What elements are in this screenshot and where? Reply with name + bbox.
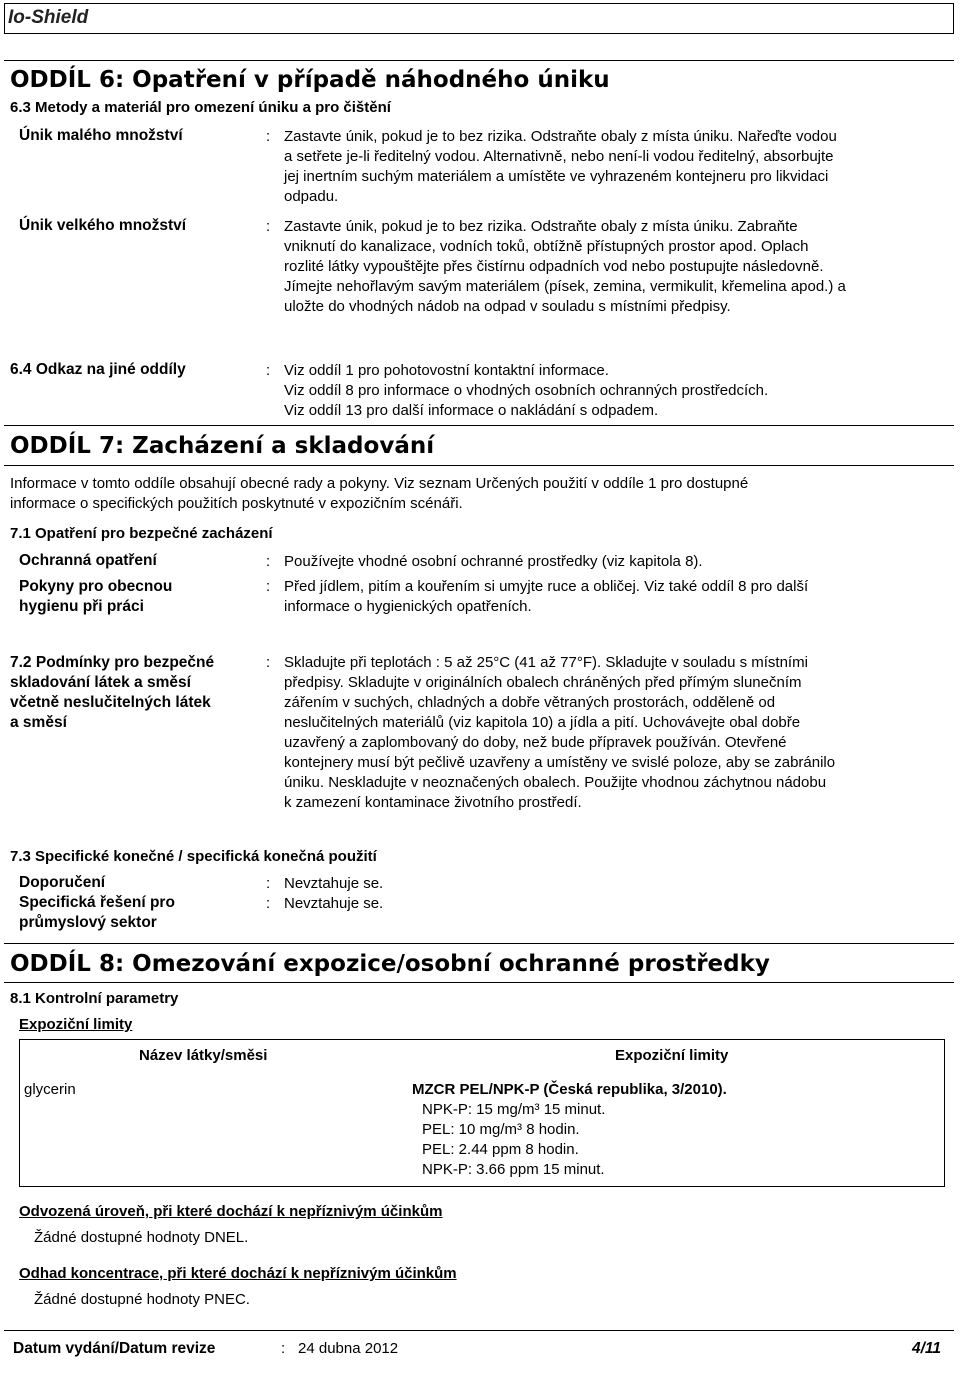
colon: : bbox=[266, 128, 271, 145]
section-6-rule bbox=[4, 60, 954, 61]
section-7-intro: Informace v tomto oddíle obsahují obecné rady a pokyny. Viz seznam Určených použití v oddíle 1 pro dostupné informace o specifických použitích poskytnuté v expozičním scénáři. bbox=[10, 475, 749, 512]
industrial-solutions-text: Nevztahuje se. bbox=[284, 895, 384, 912]
table-cell-limit-values: NPK-P: 15 mg/m³ 15 minut. PEL: 10 mg/m³ 8 hodin. PEL: 2.44 ppm 8 hodin. NPK-P: 3.66 ppm 15 minut. bbox=[422, 1101, 606, 1178]
exposure-limits-heading: Expoziční limity bbox=[19, 1016, 133, 1033]
dnel-value: Žádné dostupné hodnoty DNEL. bbox=[34, 1229, 249, 1246]
large-spill-label: Únik velkého množství bbox=[19, 217, 187, 234]
section-6-title: ODDÍL 6: Opatření v případě náhodného úniku bbox=[10, 67, 610, 93]
colon: : bbox=[266, 895, 271, 912]
references-text: Viz oddíl 1 pro pohotovostní kontaktní informace. Viz oddíl 8 pro informace o vhodných osobních ochranných prostředcích. Viz oddíl 13 pro další informace o nakládání s odpadem. bbox=[284, 362, 769, 419]
subsection-7-2-label: 7.2 Podmínky pro bezpečné skladování látek a směsí včetně neslučitelných látek a směsí bbox=[10, 654, 215, 731]
subsection-7-1-title: 7.1 Opatření pro bezpečné zacházení bbox=[10, 525, 273, 542]
footer-date-label: Datum vydání/Datum revize bbox=[13, 1340, 216, 1357]
pnec-heading: Odhad koncentrace, při které dochází k nepříznivým účinkům bbox=[19, 1265, 457, 1282]
protective-measures-label: Ochranná opatření bbox=[19, 552, 157, 569]
footer-date-value: 24 dubna 2012 bbox=[298, 1340, 399, 1357]
hygiene-label: Pokyny pro obecnou hygienu při práci bbox=[19, 578, 173, 615]
dnel-heading: Odvozená úroveň, při které dochází k nepříznivým účinkům bbox=[19, 1203, 443, 1220]
subsection-6-4-label: 6.4 Odkaz na jiné oddíly bbox=[10, 361, 186, 378]
colon: : bbox=[266, 578, 271, 595]
subsection-7-3-title: 7.3 Specifické konečné / specifická konečná použití bbox=[10, 848, 377, 865]
colon: : bbox=[281, 1340, 286, 1357]
table-header-substance: Název látky/směsi bbox=[139, 1047, 268, 1064]
table-cell-limit-title: MZCR PEL/NPK-P (Česká republika, 3/2010). bbox=[412, 1081, 727, 1098]
pnec-value: Žádné dostupné hodnoty PNEC. bbox=[34, 1291, 250, 1308]
section-8-rule bbox=[4, 943, 954, 944]
document-header bbox=[4, 3, 954, 34]
footer-rule bbox=[4, 1330, 954, 1331]
recommendations-text: Nevztahuje se. bbox=[284, 875, 384, 892]
small-spill-text: Zastavte únik, pokud je to bez rizika. Odstraňte obaly z místa úniku. Nařeďte vodou a setřete je-li ředitelný vodou. Alternativně, nebo není-li vodou ředitelný, absorbujte jej inertním suchým materiálem a umístěte ve vyhrazeném kontejneru pro likvidaci odpadu. bbox=[284, 128, 837, 205]
colon: : bbox=[266, 875, 271, 892]
small-spill-label: Únik malého množství bbox=[19, 127, 183, 144]
section-7-title: ODDÍL 7: Zacházení a skladování bbox=[10, 433, 435, 459]
industrial-solutions-label: Specifická řešení pro průmyslový sektor bbox=[19, 894, 175, 931]
recommendations-label: Doporučení bbox=[19, 874, 106, 891]
subsection-6-3-title: 6.3 Metody a materiál pro omezení úniku a pro čištění bbox=[10, 99, 391, 116]
colon: : bbox=[266, 362, 271, 379]
large-spill-text: Zastavte únik, pokud je to bez rizika. Odstraňte obaly z místa úniku. Zabraňte vniknutí do kanalizace, vodních toků, obtížně přístupných prostor apod. Oplach rozlité látky vypouštějte přes čistírnu odpadních vod nebo postupujte následovně. Jímejte nehořlavým savým materiálem (písek, zemina, vermikulit, křemelina apod.) a uložte do vhodných nádob na odpad v souladu s místními předpisy. bbox=[284, 218, 846, 315]
colon: : bbox=[266, 654, 271, 671]
subsection-8-1-title: 8.1 Kontrolní parametry bbox=[10, 990, 179, 1007]
page-number: 4/11 bbox=[912, 1340, 942, 1357]
colon: : bbox=[266, 553, 271, 570]
hygiene-text: Před jídlem, pitím a kouřením si umyjte ruce a obličej. Viz také oddíl 8 pro další informace o hygienických opatřeních. bbox=[284, 578, 809, 615]
protective-measures-text: Používejte vhodné osobní ochranné prostředky (viz kapitola 8). bbox=[284, 553, 703, 570]
section-8-underline bbox=[4, 982, 954, 983]
table-header-limits: Expoziční limity bbox=[615, 1047, 729, 1064]
section-8-title: ODDÍL 8: Omezování expozice/osobní ochranné prostředky bbox=[10, 951, 770, 977]
product-title: Io-Shield bbox=[8, 7, 89, 28]
colon: : bbox=[266, 218, 271, 235]
storage-conditions-text: Skladujte při teplotách : 5 až 25°C (41 až 77°F). Skladujte v souladu s místními předpisy. Skladujte v originálních obalech chráněných před přímým slunečním zářením v suchých, chladných a dobře větraných prostorách, odděleně od neslučitelných materiálů (viz kapitola 10) a jídla a pití. Uchovávejte obal dobře uzavřený a zaplombovaný do doby, než bude přípravek používán. Otevřené kontejnery musí být pečlivě uzavřeny a umístěny ve svislé poloze, aby se zabránilo úniku. Neskladujte v neoznačených obalech. Použijte vhodnou záchytnou nádobu k zamezení kontaminace životního prostředí. bbox=[284, 654, 836, 811]
table-cell-substance: glycerin bbox=[24, 1081, 76, 1098]
section-7-rule bbox=[4, 425, 954, 426]
section-7-underline bbox=[4, 465, 954, 466]
